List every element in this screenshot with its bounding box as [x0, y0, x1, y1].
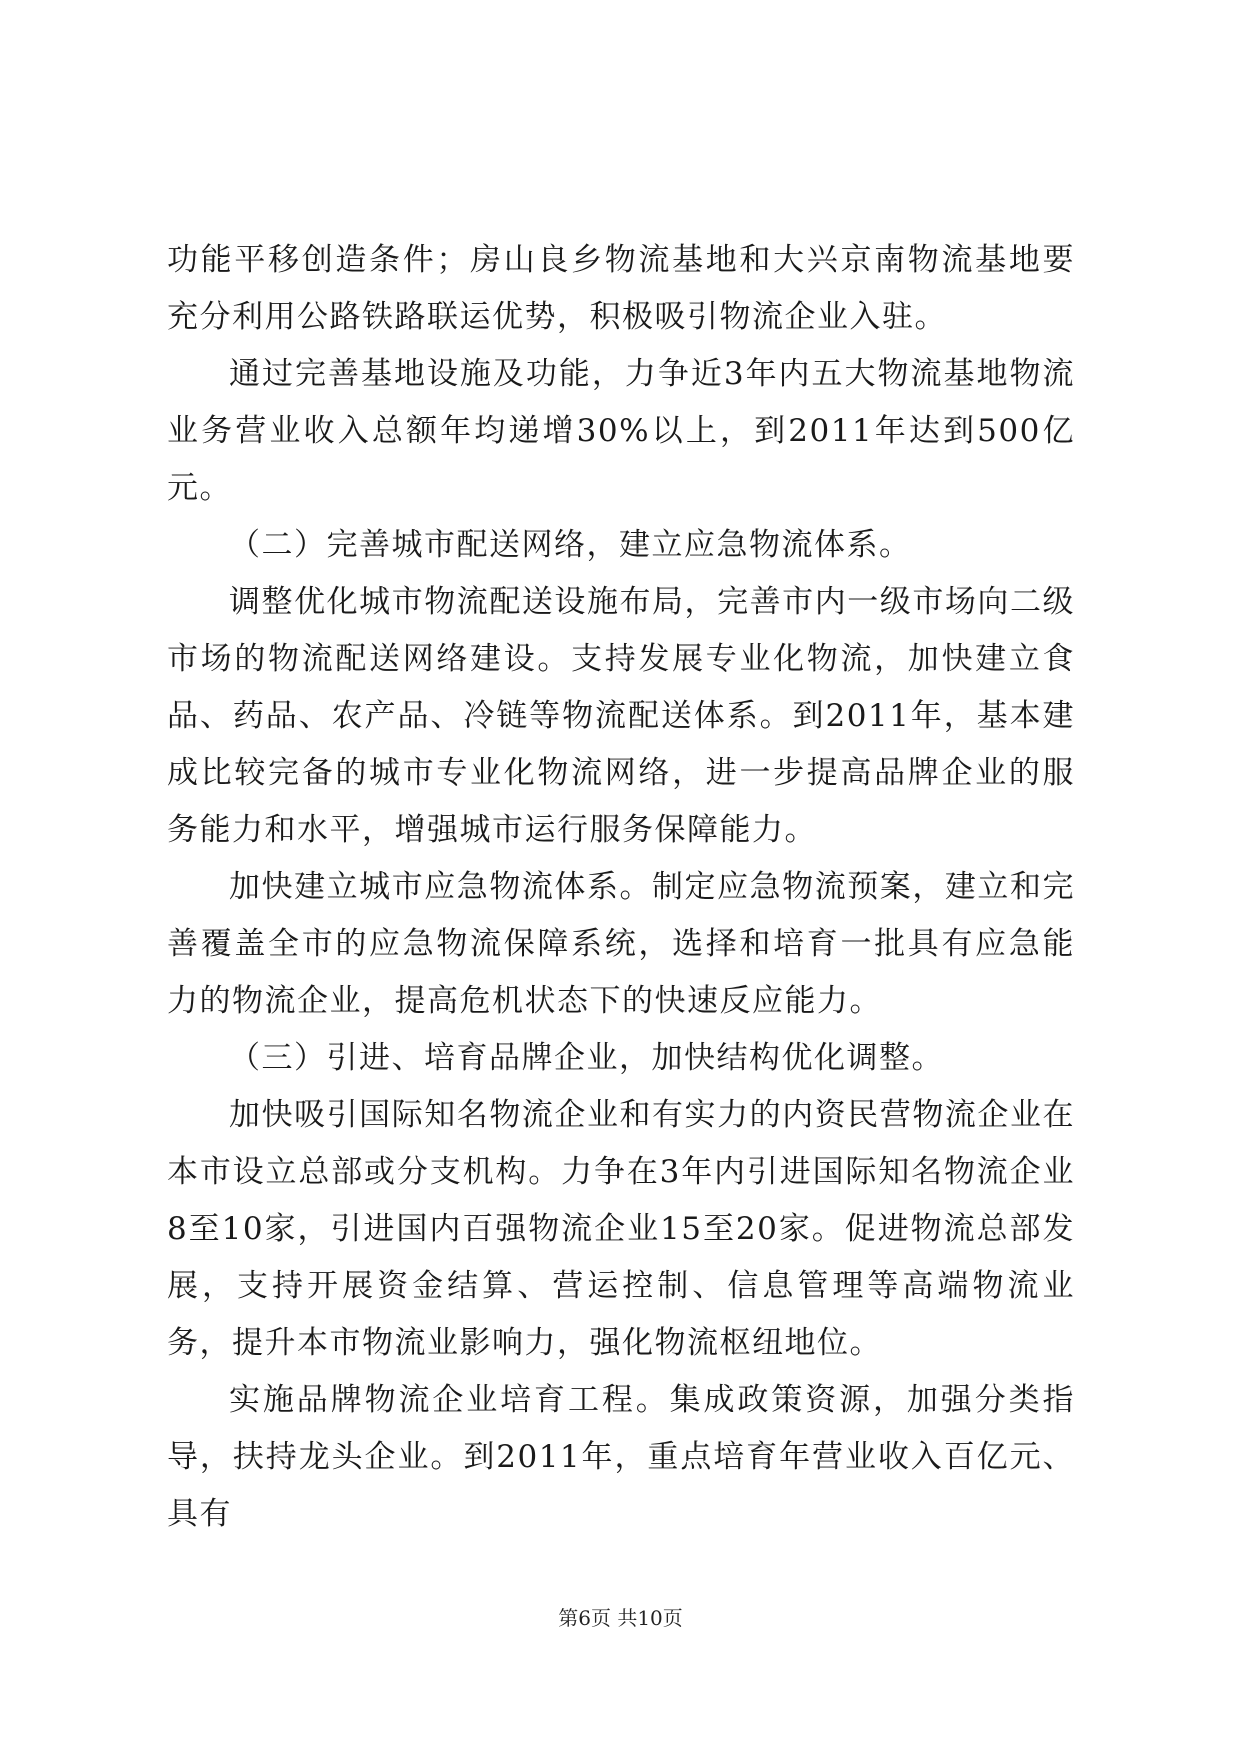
paragraph: 调整优化城市物流配送设施布局，完善市内一级市场向二级市场的物流配送网络建设。支持发展专业化物流，加快建立食品、药品、农产品、冷链等物流配送体系。到2011年，基本建成比较完备的城市专业化物流网络，进一步提高品牌企业的服务能力和水平，增强城市运行服务保障能力。 — [167, 584, 1075, 848]
section-heading: （三）引进、培育品牌企业，加快结构优化调整。 — [229, 1040, 944, 1076]
paragraph: 加快建立城市应急物流体系。制定应急物流预案，建立和完善覆盖全市的应急物流保障系统，选择和培育一批具有应急能力的物流企业，提高危机状态下的快速反应能力。 — [167, 869, 1075, 1019]
paragraph-continuation: 功能平移创造条件；房山良乡物流基地和大兴京南物流基地要充分利用公路铁路联运优势，积极吸引物流企业入驻。 — [167, 242, 1075, 335]
page-number-footer: 第6页 共10页 — [558, 1606, 683, 1630]
paragraph: 实施品牌物流企业培育工程。集成政策资源，加强分类指导，扶持龙头企业。到2011年，重点培育年营业收入百亿元、具有 — [167, 1382, 1075, 1532]
body-text — [167, 232, 1075, 1543]
paragraph: 通过完善基地设施及功能，力争近3年内五大物流基地物流业务营业收入总额年均递增30%以上，到2011年达到500亿元。 — [167, 356, 1075, 506]
paragraph: 加快吸引国际知名物流企业和有实力的内资民营物流企业在本市设立总部或分支机构。力争在3年内引进国际知名物流企业8至10家，引进国内百强物流企业15至20家。促进物流总部发展，支持开展资金结算、营运控制、信息管理等高端物流业务，提升本市物流业影响力，强化物流枢纽地位。 — [167, 1097, 1075, 1361]
section-heading: （二）完善城市配送网络，建立应急物流体系。 — [229, 527, 912, 563]
